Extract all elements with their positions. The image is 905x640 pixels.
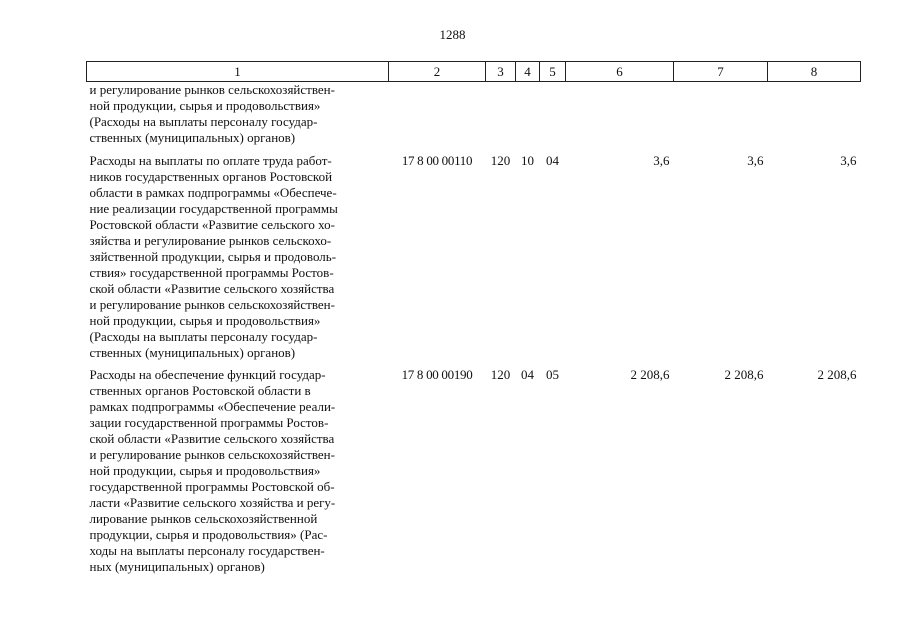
amount-column-7: 3,6 xyxy=(747,153,764,168)
amount-column-8: 3,6 xyxy=(840,153,857,168)
description-line: Ростовской области «Развитие сельского хо- xyxy=(89,217,335,232)
amount-column-6: 3,6 xyxy=(653,153,670,168)
column-header-1: 1 xyxy=(87,62,389,82)
expense-description xyxy=(87,367,389,575)
description-line: зации государственной программы Ростов- xyxy=(89,415,329,430)
description-line: ственных органов Ростовской области в xyxy=(89,383,311,398)
expense-type-code: 120 xyxy=(490,367,511,382)
description-line: Расходы на выплаты по оплате труда работ- xyxy=(89,153,332,168)
table-row xyxy=(87,367,861,575)
description-line: ской области «Развитие сельского хозяйства xyxy=(89,431,335,446)
expense-type-code: 120 xyxy=(490,153,511,168)
description-line: зяйственной продукции, сырья и продоволь- xyxy=(89,249,337,264)
section-code: 04 xyxy=(521,367,534,382)
expense-description xyxy=(87,153,389,367)
column-number-header-row xyxy=(87,62,861,82)
description-line: лирование рынков сельскохозяйственной xyxy=(89,511,318,526)
section-code: 10 xyxy=(521,153,534,168)
column-header-7: 7 xyxy=(674,62,768,82)
description-line: и регулирование рынков сельскохозяйствен- xyxy=(89,297,335,312)
column-header-4: 4 xyxy=(516,62,540,82)
description-line: рамках подпрограммы «Обеспечение реали- xyxy=(89,399,336,414)
description-line: ласти «Развитие сельского хозяйства и регу- xyxy=(89,495,336,510)
description-line: государственной программы Ростовской об- xyxy=(89,479,335,494)
column-header-5: 5 xyxy=(540,62,566,82)
description-line: и регулирование рынков сельскохозяйствен- xyxy=(89,82,335,97)
column-header-2: 2 xyxy=(389,62,486,82)
description-line: (Расходы на выплаты персоналу государ- xyxy=(89,114,318,129)
budget-code: 17 8 00 00190 xyxy=(401,367,473,382)
description-line: ных (муниципальных) органов) xyxy=(89,559,265,574)
amount-column-7: 2 208,6 xyxy=(724,367,764,382)
column-header-6: 6 xyxy=(566,62,674,82)
description-line: ствия» государственной программы Ростов- xyxy=(89,265,334,280)
column-header-8: 8 xyxy=(768,62,861,82)
description-line: ственных (муниципальных) органов) xyxy=(89,130,296,145)
description-line: области в рамках подпрограммы «Обеспече- xyxy=(89,185,337,200)
description-line: ние реализации государственной программы xyxy=(89,201,338,216)
description-line: зяйства и регулирование рынков сельскохо- xyxy=(89,233,332,248)
amount-column-6: 2 208,6 xyxy=(630,367,670,382)
subsection-code: 04 xyxy=(546,153,559,168)
description-line: ской области «Развитие сельского хозяйства xyxy=(89,281,335,296)
table-row xyxy=(87,153,861,367)
description-line: и регулирование рынков сельскохозяйствен- xyxy=(89,447,335,462)
description-line: ной продукции, сырья и продовольствия» xyxy=(89,313,321,328)
subsection-code: 05 xyxy=(546,367,559,382)
budget-table xyxy=(86,61,861,575)
description-line: (Расходы на выплаты персоналу государ- xyxy=(89,329,318,344)
description-line: ной продукции, сырья и продовольствия» xyxy=(89,463,321,478)
continuation-description xyxy=(87,82,389,154)
budget-code: 17 8 00 00110 xyxy=(401,153,473,168)
continuation-row xyxy=(87,82,861,154)
description-line: ственных (муниципальных) органов) xyxy=(89,345,296,360)
amount-column-8: 2 208,6 xyxy=(817,367,857,382)
description-line: ходы на выплаты персоналу государствен- xyxy=(89,543,325,558)
page-number: 1288 xyxy=(439,27,466,42)
description-line: ников государственных органов Ростовской xyxy=(89,169,333,184)
description-line: продукции, сырья и продовольствия» (Рас- xyxy=(89,527,328,542)
description-line: ной продукции, сырья и продовольствия» xyxy=(89,98,321,113)
column-header-3: 3 xyxy=(486,62,516,82)
description-line: Расходы на обеспечение функций государ- xyxy=(89,367,326,382)
